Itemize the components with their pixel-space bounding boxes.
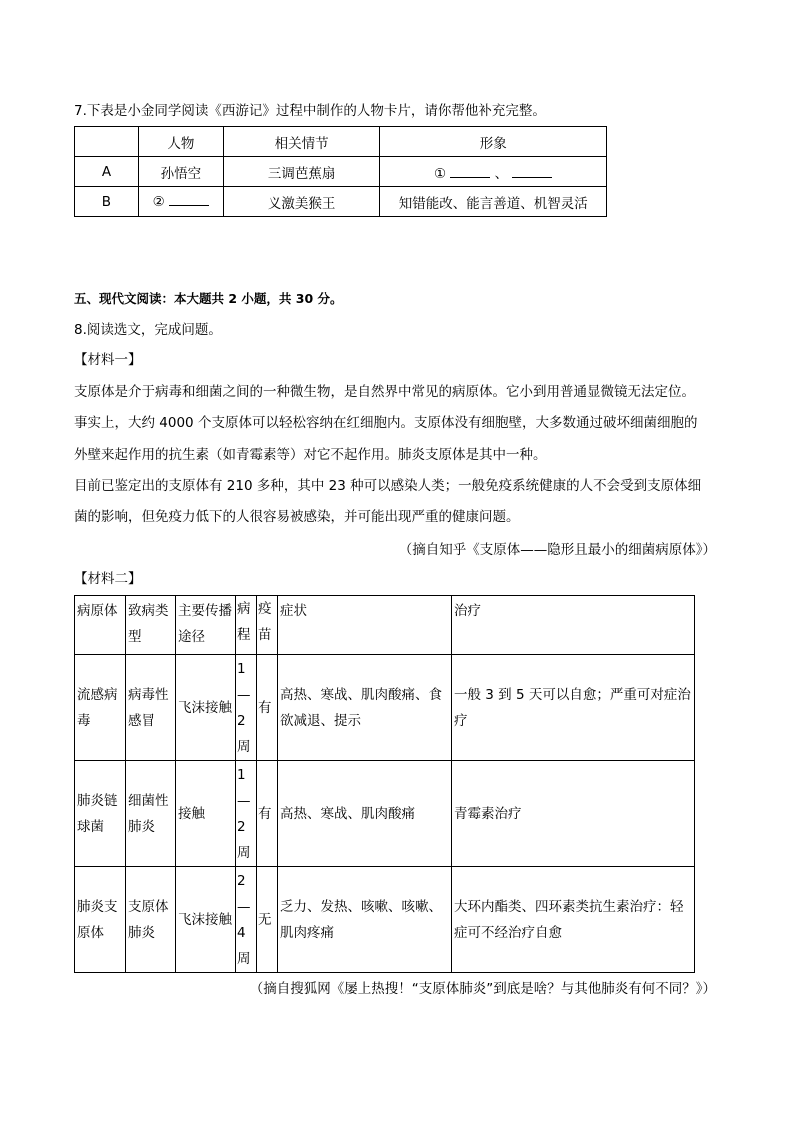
material1-source: （摘自知乎《支原体——隐形且最小的细菌病原体》） bbox=[398, 542, 716, 558]
pathogen-cell: 肺炎支原体 bbox=[75, 867, 126, 973]
table-row bbox=[75, 157, 607, 187]
route-cell: 飞沫接触 bbox=[176, 655, 236, 761]
row-label: A bbox=[75, 157, 139, 187]
vaccine-cell: 有 bbox=[257, 655, 278, 761]
pathogen-comparison-table bbox=[74, 595, 695, 973]
treatment-cell: 一般 3 到 5 天可以自愈；严重可对症治疗 bbox=[452, 655, 695, 761]
route-cell: 飞沫接触 bbox=[176, 867, 236, 973]
pathogen-cell: 肺炎链球菌 bbox=[75, 761, 126, 867]
type-cell: 细菌性肺炎 bbox=[126, 761, 176, 867]
table-header-row bbox=[75, 596, 695, 655]
treatment-cell: 青霉素治疗 bbox=[452, 761, 695, 867]
material1-line-1: 支原体是介于病毒和细菌之间的一种微生物，是自然界中常见的病原体。它小到用普通显微镜无法定位。 bbox=[74, 384, 695, 400]
course-cell: 1—2周 bbox=[236, 761, 257, 867]
header-route: 主要传播途径 bbox=[176, 596, 236, 655]
type-cell: 支原体肺炎 bbox=[126, 867, 176, 973]
route-cell: 接触 bbox=[176, 761, 236, 867]
blank-marker-2: ② bbox=[152, 194, 165, 210]
image-cell-blanks bbox=[380, 157, 607, 187]
material2-title: 【材料二】 bbox=[74, 571, 142, 587]
character-card-table bbox=[74, 126, 607, 217]
material1-title: 【材料一】 bbox=[74, 352, 142, 368]
section-heading: 五、现代文阅读：本大题共 2 小题，共 30 分。 bbox=[74, 291, 343, 306]
table-row bbox=[75, 867, 695, 973]
header-pathogen: 病原体 bbox=[75, 596, 126, 655]
header-course: 病程 bbox=[236, 596, 257, 655]
plot-cell: 三调芭蕉扇 bbox=[223, 157, 380, 187]
vaccine-cell: 有 bbox=[257, 761, 278, 867]
q8-prompt: 8.阅读选文，完成问题。 bbox=[74, 322, 222, 338]
course-cell: 1—2周 bbox=[236, 655, 257, 761]
material1-line-3: 外壁来起作用的抗生素（如青霉素等）对它不起作用。肺炎支原体是其中一种。 bbox=[74, 447, 547, 463]
vaccine-cell: 无 bbox=[257, 867, 278, 973]
material2-source: （摘自搜狐网《屡上热搜！“支原体肺炎”到底是啥？与其他肺炎有何不同？》） bbox=[249, 981, 716, 997]
q7-prompt: 7.下表是小金同学阅读《西游记》过程中制作的人物卡片，请你帮他补充完整。 bbox=[74, 103, 546, 119]
pathogen-cell: 流感病毒 bbox=[75, 655, 126, 761]
person-cell-blank bbox=[138, 187, 223, 217]
table-row bbox=[75, 761, 695, 867]
header-type: 致病类型 bbox=[126, 596, 176, 655]
symptoms-cell: 高热、寒战、肌肉酸痛、食欲减退、提示 bbox=[278, 655, 452, 761]
image-cell: 知错能改、能言善道、机智灵活 bbox=[380, 187, 607, 217]
material1-line-2: 事实上，大约 4000 个支原体可以轻松容纳在红细胞内。支原体没有细胞壁，大多数通过破坏细菌细胞的 bbox=[74, 415, 698, 431]
table-row bbox=[75, 655, 695, 761]
row-label: B bbox=[75, 187, 139, 217]
type-cell: 病毒性感冒 bbox=[126, 655, 176, 761]
material1-line-5: 菌的影响，但免疫力低下的人很容易被感染，并可能出现严重的健康问题。 bbox=[74, 509, 520, 525]
fill-in-blank-1a[interactable] bbox=[450, 165, 490, 178]
blank-marker-1: ① bbox=[433, 165, 447, 182]
symptoms-cell: 乏力、发热、咳嗽、咳嗽、肌肉疼痛 bbox=[278, 867, 452, 973]
table-header-row bbox=[75, 127, 607, 157]
header-cell-empty bbox=[75, 127, 139, 157]
symptoms-cell: 高热、寒战、肌肉酸痛 bbox=[278, 761, 452, 867]
header-image: 形象 bbox=[380, 127, 607, 157]
header-treatment: 治疗 bbox=[452, 596, 695, 655]
fill-in-blank-2[interactable] bbox=[169, 193, 209, 206]
header-symptoms: 症状 bbox=[278, 596, 452, 655]
plot-cell: 义激美猴王 bbox=[223, 187, 380, 217]
treatment-cell: 大环内酯类、四环素类抗生素治疗：轻症可不经治疗自愈 bbox=[452, 867, 695, 973]
header-vaccine: 疫苗 bbox=[257, 596, 278, 655]
blank-separator: 、 bbox=[494, 165, 509, 182]
material1-line-4: 目前已鉴定出的支原体有 210 多种，其中 23 种可以感染人类；一般免疫系统健康的人不会受到支原体细 bbox=[74, 478, 702, 494]
person-cell: 孙悟空 bbox=[138, 157, 223, 187]
table-row bbox=[75, 187, 607, 217]
course-cell: 2—4周 bbox=[236, 867, 257, 973]
header-plot: 相关情节 bbox=[223, 127, 380, 157]
header-person: 人物 bbox=[138, 127, 223, 157]
fill-in-blank-1b[interactable] bbox=[512, 165, 552, 178]
